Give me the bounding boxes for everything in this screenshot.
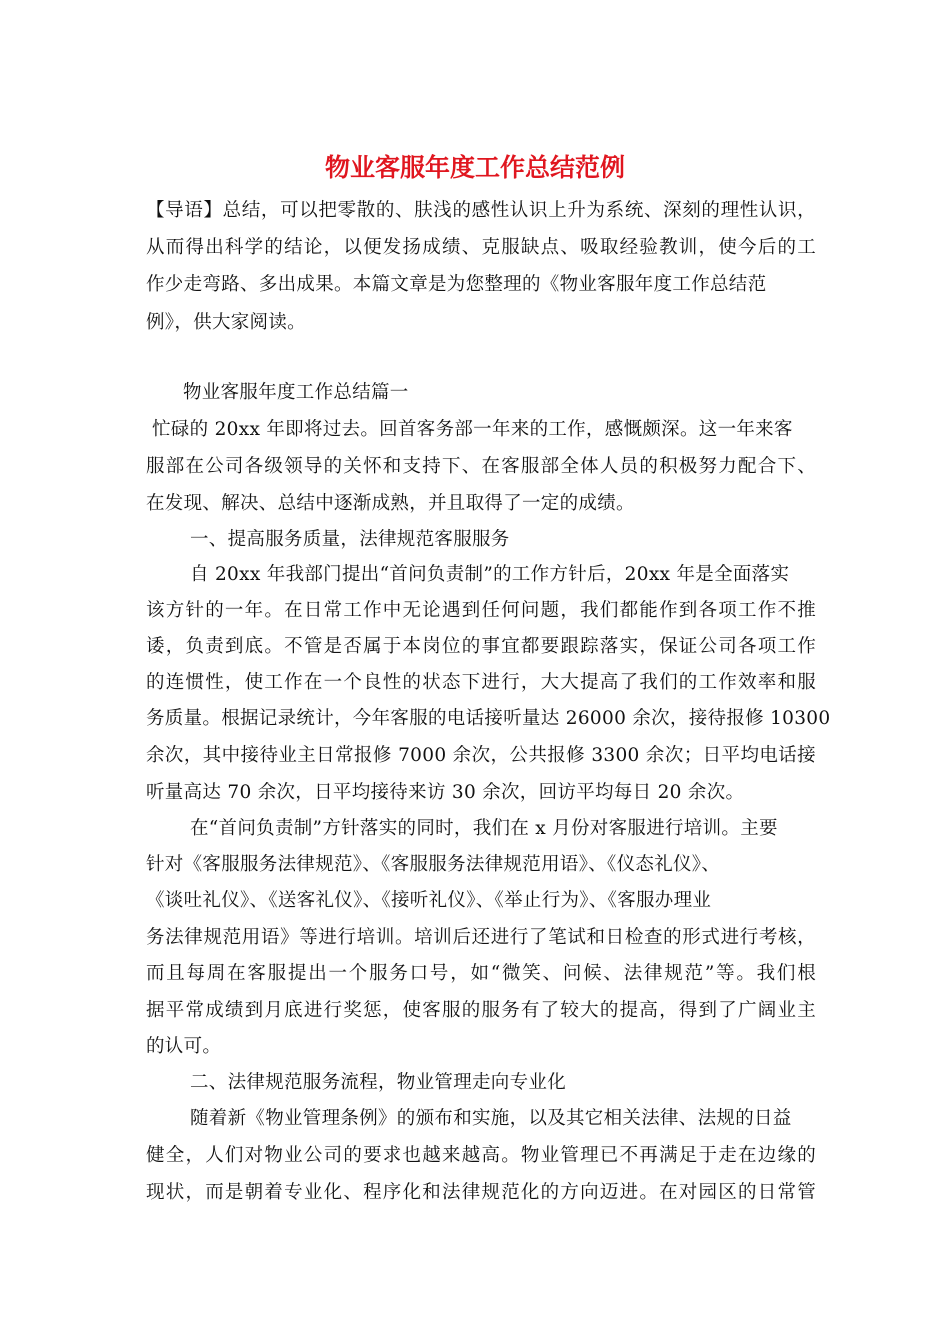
text-line: 作少走弯路、多出成果。本篇文章是为您整理的《物业客服年度工作总结范 [146,274,767,295]
text-line: 从而得出科学的结论，以便发扬成绩、克服缺点、吸取经验教训，使今后的工 [146,237,816,258]
text-line: 现状，而是朝着专业化、程序化和法律规范化的方向迈进。在对园区的日常管 [146,1182,816,1203]
text-line: 的认可。 [146,1036,222,1057]
text-line: 的连惯性，使工作在一个良性的状态下进行，大大提高了我们的工作效率和服 [146,672,816,693]
text-line: 健全，人们对物业公司的要求也越来越高。物业管理已不再满足于走在边缘的 [146,1145,816,1166]
text-line: 在“首问负责制”方针落实的同时，我们在 x 月份对客服进行培训。主要 [190,818,778,839]
text-line: 务法律规范用语》等进行培训。培训后还进行了笔试和日检查的形式进行考核， [146,927,816,948]
section-heading: 物业客服年度工作总结篇一 [183,382,409,403]
text-line: 诿，负责到底。不管是否属于本岗位的事宜都要跟踪落实，保证公司各项工作 [146,636,816,657]
text-line: 而且每周在客服提出一个服务口号，如“微笑、问候、法律规范”等。我们根 [146,963,816,984]
subsection-heading: 一、提高服务质量，法律规范客服服务 [190,529,510,550]
text-line: 【导语】总结，可以把零散的、肤浅的感性认识上升为系统、深刻的理性认识， [146,200,816,221]
text-line: 《谈吐礼仪》、《送客礼仪》、《接听礼仪》、《举止行为》、《客服办理业 [146,890,712,911]
text-line: 务质量。根据记录统计，今年客服的电话接听量达 26000 余次，接待报修 10300 [146,708,831,729]
text-line: 听量高达 70 余次，日平均接待来访 30 余次，回访平均每日 20 余次。 [146,782,745,803]
text-line: 余次，其中接待业主日常报修 7000 余次，公共报修 3300 余次；日平均电话接 [146,745,816,766]
text-line: 忙碌的 20xx 年即将过去。回首客务部一年来的工作，感慨颇深。这一年来客 [152,419,793,440]
document-title: 物业客服年度工作总结范例 [324,153,625,182]
subsection-heading: 二、法律规范服务流程，物业管理走向专业化 [190,1072,567,1093]
text-line: 自 20xx 年我部门提出“首问负责制”的工作方针后，20xx 年是全面落实 [190,564,790,585]
text-line: 随着新《物业管理条例》的颁布和实施，以及其它相关法律、法规的日益 [190,1108,792,1129]
text-line: 服部在公司各级领导的关怀和支持下、在客服部全体人员的积极努力配合下、 [146,456,816,477]
text-line: 据平常成绩到月底进行奖惩，使客服的服务有了较大的提高，得到了广阔业主 [146,1000,816,1021]
text-line: 例》，供大家阅读。 [146,312,306,333]
text-line: 针对《客服服务法律规范》、《客服服务法律规范用语》、《仪态礼仪》、 [146,854,721,875]
text-line: 该方针的一年。在日常工作中无论遇到任何问题，我们都能作到各项工作不推 [146,600,816,621]
text-line: 在发现、解决、总结中逐渐成熟，并且取得了一定的成绩。 [146,493,635,514]
